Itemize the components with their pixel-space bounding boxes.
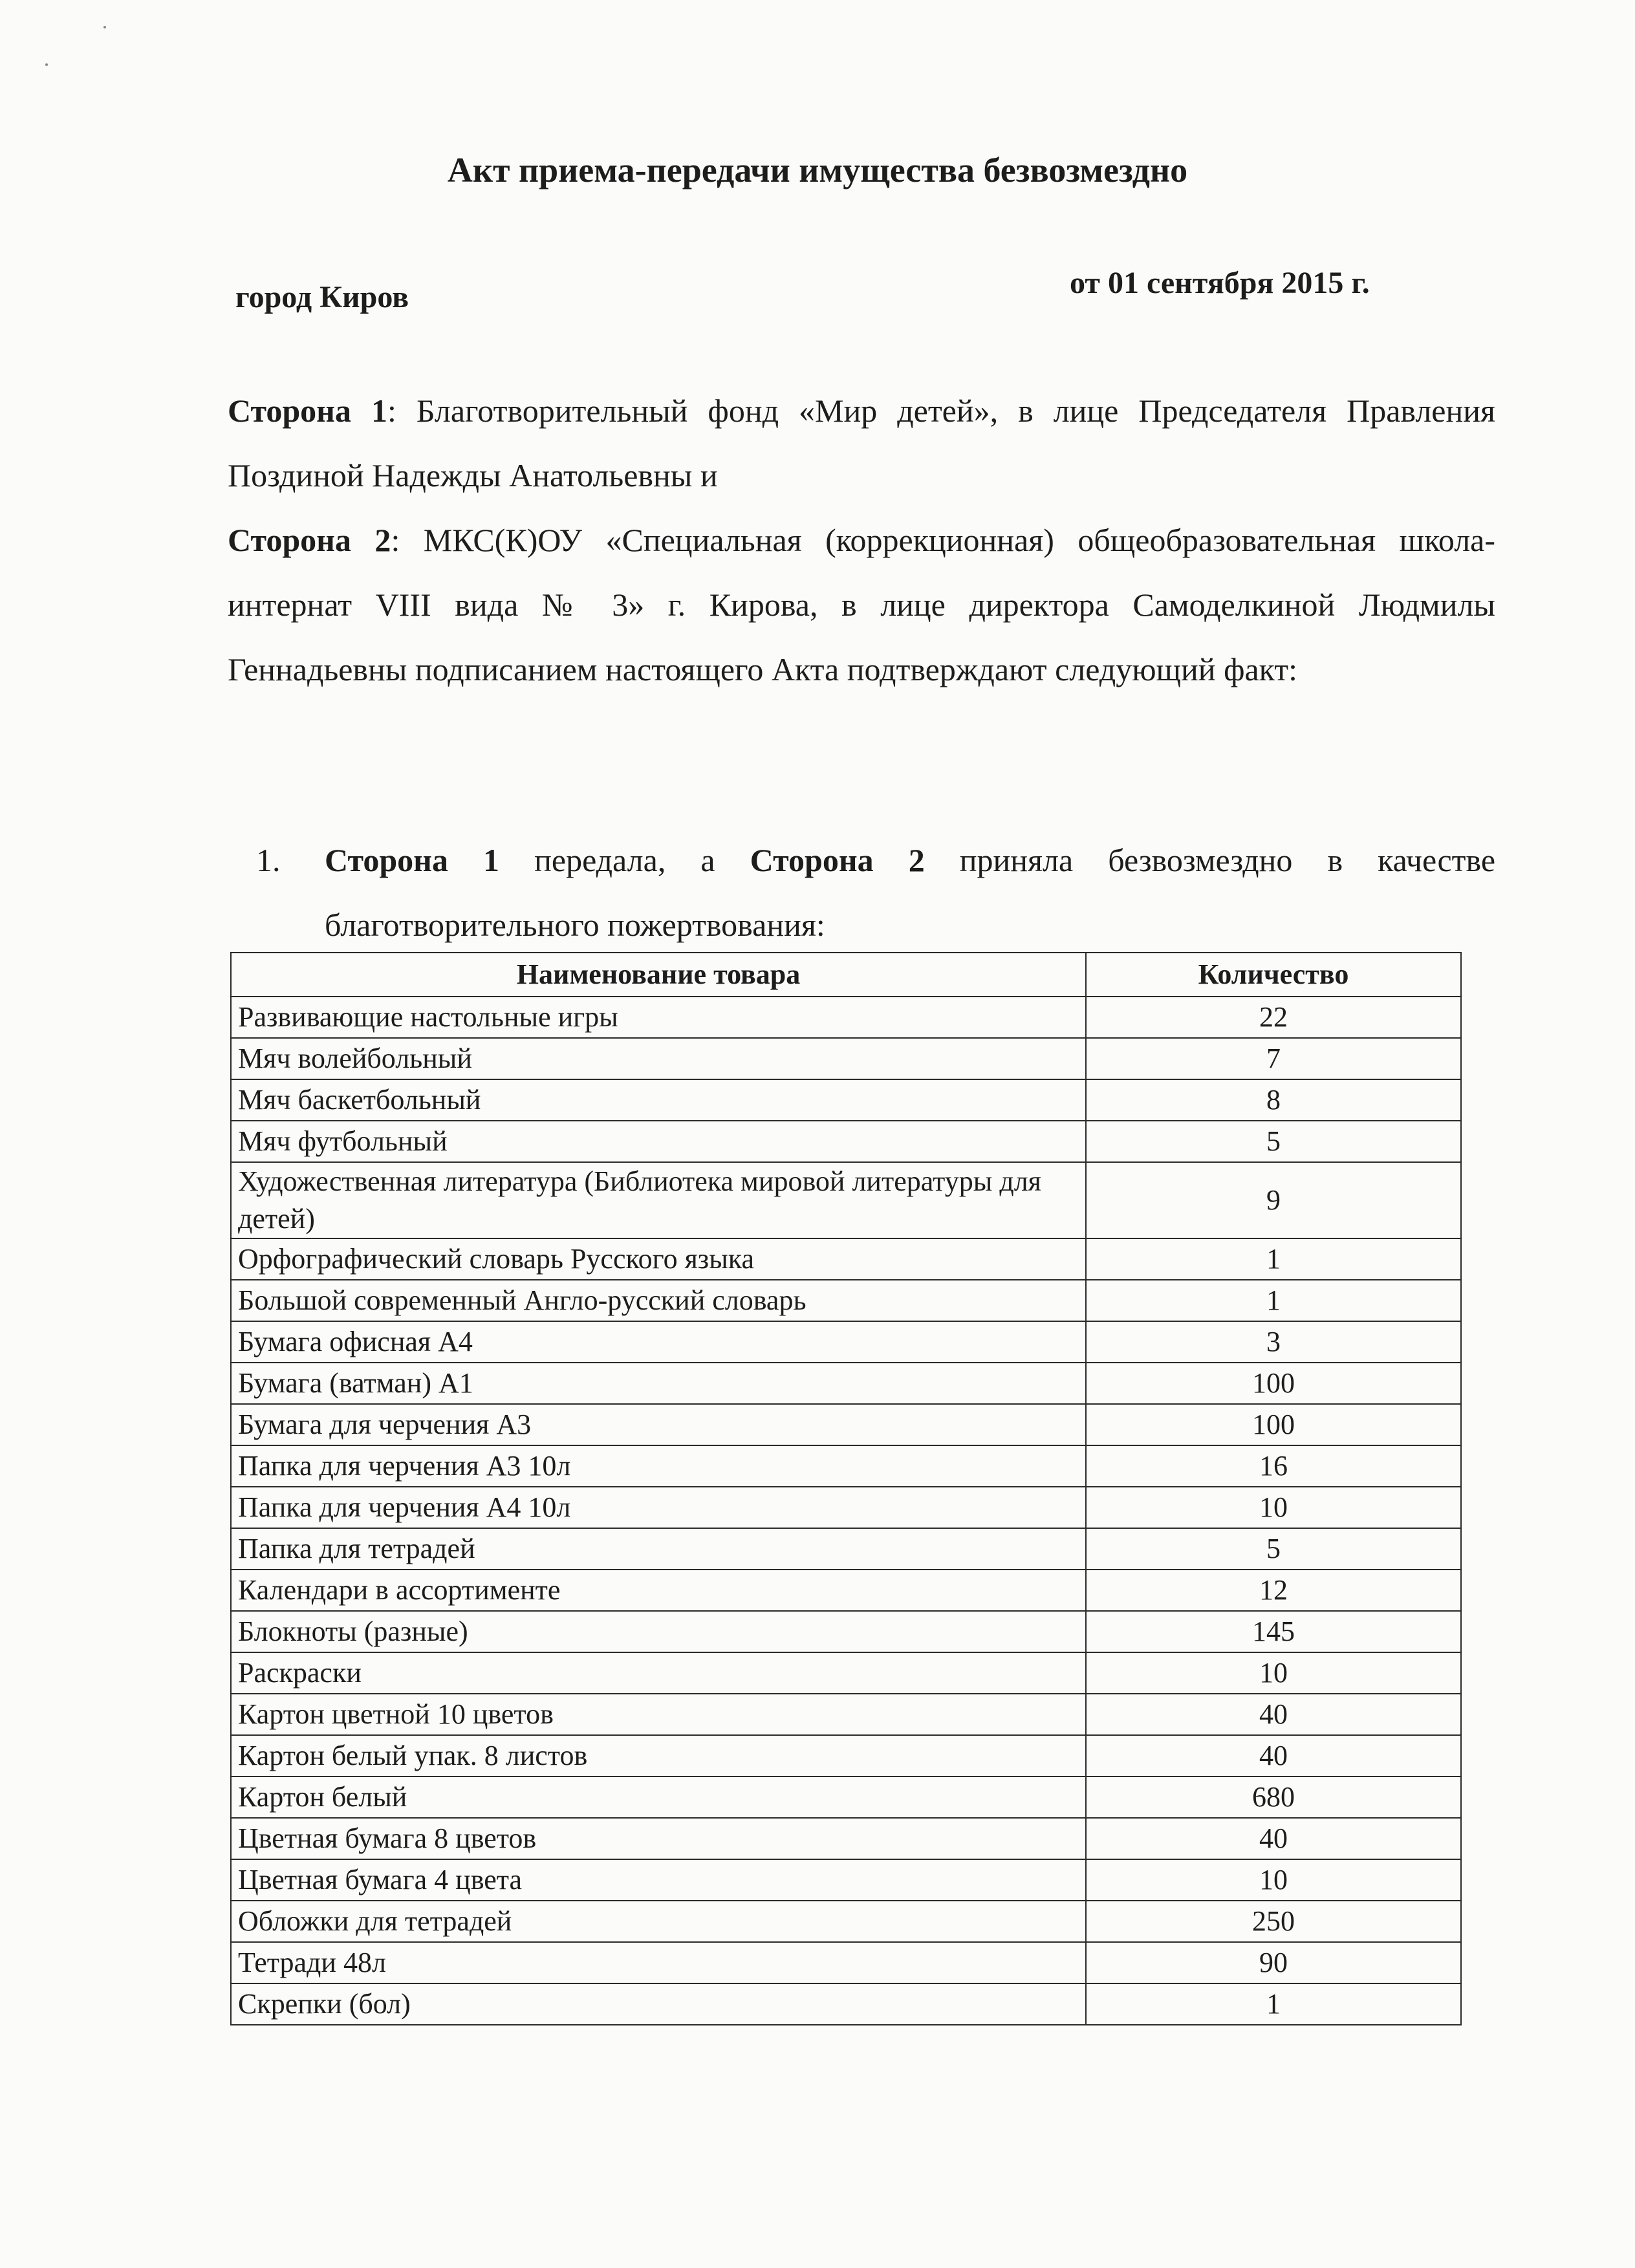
clause-number: 1.	[256, 842, 281, 878]
table-row	[231, 1079, 1461, 1121]
item-quantity: 250	[1086, 1901, 1461, 1942]
item-quantity: 1	[1086, 1280, 1461, 1321]
table-body	[231, 997, 1461, 2025]
header-quantity: Количество	[1086, 953, 1461, 997]
table-row	[231, 1528, 1461, 1570]
item-quantity: 7	[1086, 1038, 1461, 1079]
clause-text	[325, 828, 1495, 957]
table-row	[231, 1983, 1461, 2025]
item-quantity: 145	[1086, 1611, 1461, 1652]
items-table	[230, 952, 1462, 2025]
item-quantity: 100	[1086, 1404, 1461, 1445]
item-name: Орфографический словарь Русского языка	[231, 1238, 1086, 1280]
table-row	[231, 1777, 1461, 1818]
table-row	[231, 1121, 1461, 1162]
scan-speck	[45, 63, 48, 66]
item-name: Папка для тетрадей	[231, 1528, 1086, 1570]
item-name: Мяч баскетбольный	[231, 1079, 1086, 1121]
item-quantity: 9	[1086, 1162, 1461, 1238]
item-quantity: 40	[1086, 1694, 1461, 1735]
header-item-name: Наименование товара	[231, 953, 1086, 997]
item-name: Бумага (ватман) А1	[231, 1363, 1086, 1404]
item-name: Папка для черчения А3 10л	[231, 1445, 1086, 1487]
table-row	[231, 997, 1461, 1038]
item-name: Картон белый	[231, 1777, 1086, 1818]
item-name: Художественная литература (Библиотека мировой литературы для детей)	[231, 1162, 1086, 1238]
table-row	[231, 1404, 1461, 1445]
party-1-paragraph	[228, 378, 1495, 508]
party-1-text: : Благотворительный фонд «Мир детей», в лице Председателя Правления Поздиной Надежды Анатольевны и	[228, 393, 1496, 493]
item-quantity: 5	[1086, 1528, 1461, 1570]
item-name: Календари в ассортименте	[231, 1570, 1086, 1611]
item-quantity: 10	[1086, 1652, 1461, 1694]
item-name: Папка для черчения А4 10л	[231, 1487, 1086, 1528]
item-quantity: 680	[1086, 1777, 1461, 1818]
party-2-paragraph	[228, 508, 1495, 702]
item-quantity: 12	[1086, 1570, 1461, 1611]
table-row	[231, 1162, 1461, 1238]
table-row	[231, 1487, 1461, 1528]
item-name: Раскраски	[231, 1652, 1086, 1694]
item-quantity: 100	[1086, 1363, 1461, 1404]
table-row	[231, 1859, 1461, 1901]
item-name: Картон белый упак. 8 листов	[231, 1735, 1086, 1777]
party-2-label: Сторона 2	[228, 522, 391, 558]
table-row	[231, 1038, 1461, 1079]
table-row	[231, 1818, 1461, 1859]
table-row	[231, 1445, 1461, 1487]
item-name: Обложки для тетрадей	[231, 1901, 1086, 1942]
item-name: Цветная бумага 8 цветов	[231, 1818, 1086, 1859]
item-name: Тетради 48л	[231, 1942, 1086, 1983]
table-row	[231, 1901, 1461, 1942]
scan-speck	[103, 26, 106, 28]
item-quantity: 1	[1086, 1238, 1461, 1280]
item-name: Бумага офисная А4	[231, 1321, 1086, 1363]
table-row	[231, 1942, 1461, 1983]
table-row	[231, 1238, 1461, 1280]
table-row	[231, 1694, 1461, 1735]
table-row	[231, 1652, 1461, 1694]
item-quantity: 16	[1086, 1445, 1461, 1487]
document-title: Акт приема-передачи имущества безвозмездно	[447, 151, 1188, 189]
clause-1	[256, 828, 1495, 957]
item-quantity: 3	[1086, 1321, 1461, 1363]
item-name: Бумага для черчения А3	[231, 1404, 1086, 1445]
table-row	[231, 1363, 1461, 1404]
table-row	[231, 1280, 1461, 1321]
item-quantity: 90	[1086, 1942, 1461, 1983]
item-quantity: 8	[1086, 1079, 1461, 1121]
item-name: Картон цветной 10 цветов	[231, 1694, 1086, 1735]
item-name: Развивающие настольные игры	[231, 997, 1086, 1038]
document-date: от 01 сентября 2015 г.	[1070, 266, 1370, 300]
table-row	[231, 1570, 1461, 1611]
item-quantity: 10	[1086, 1859, 1461, 1901]
item-name: Мяч волейбольный	[231, 1038, 1086, 1079]
item-quantity: 40	[1086, 1818, 1461, 1859]
city-label: город Киров	[235, 280, 409, 314]
item-quantity: 1	[1086, 1983, 1461, 2025]
party-1-label: Сторона 1	[228, 393, 387, 429]
item-quantity: 10	[1086, 1487, 1461, 1528]
item-name: Мяч футбольный	[231, 1121, 1086, 1162]
clause-party-2: Сторона 2	[750, 842, 925, 878]
parties-section	[228, 378, 1495, 702]
clause-party-1: Сторона 1	[325, 842, 500, 878]
item-name: Скрепки (бол)	[231, 1983, 1086, 2025]
party-2-text: : МКС(К)ОУ «Специальная (коррекционная) общеобразовательная школа-интернат VIII вида № 3» г. Кирова, в лице директора Самоделкиной Людмилы Геннадьевны подписанием настоящего Акта подтверждают следующий факт:	[228, 522, 1495, 687]
clause-text-mid: передала, а	[499, 842, 750, 878]
clause-text-end: приняла безвозмездно в качестве благотворительного пожертвования:	[325, 842, 1496, 943]
table-header-row	[231, 953, 1461, 997]
item-name: Цветная бумага 4 цвета	[231, 1859, 1086, 1901]
item-quantity: 40	[1086, 1735, 1461, 1777]
item-quantity: 5	[1086, 1121, 1461, 1162]
table-row	[231, 1735, 1461, 1777]
table-row	[231, 1321, 1461, 1363]
item-quantity: 22	[1086, 997, 1461, 1038]
table-row	[231, 1611, 1461, 1652]
item-name: Блокноты (разные)	[231, 1611, 1086, 1652]
item-name: Большой современный Англо-русский словарь	[231, 1280, 1086, 1321]
